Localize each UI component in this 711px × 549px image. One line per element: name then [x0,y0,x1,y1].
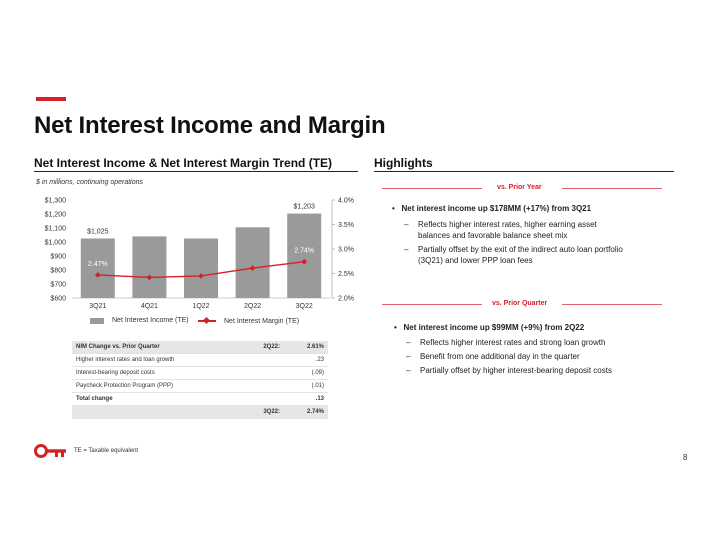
y-left-tick-label: $1,300 [44,197,66,205]
table-header-row [72,341,328,354]
prior-year-line-left [382,188,482,189]
table-row-label: Higher interest rates and loan growth [72,354,236,367]
legend-line-swatch [198,317,216,325]
table-row-value: (.01) [284,380,328,393]
chart-section-heading: Net Interest Income & Net Interest Margin Trend (TE) [34,156,333,170]
page-title: Net Interest Income and Margin [34,112,386,139]
y-left-tick-label: $900 [50,253,66,261]
legend-line-item [198,317,299,325]
bar [81,239,115,299]
x-tick-label: 3Q21 [89,303,107,310]
page-number: 8 [683,453,688,462]
y-right-tick-label: 3.0% [338,246,354,254]
table-row-label: Paycheck Protection Program (PPP) [72,380,236,393]
line-data-label: 2.74% [294,247,315,255]
bar-data-label: $1,025 [87,228,109,236]
nim-change-table [72,341,328,419]
list-item: – Reflects higher interest rates and strong loan growth [406,337,674,348]
list-item: – Partially offset by the exit of the indirect auto loan portfolio (3Q21) and lower PPP loan fees [404,244,626,266]
y-left-tick-label: $700 [50,281,66,289]
legend-bar-label: Net Interest Income (TE) [112,317,189,324]
table-row [72,367,328,380]
table-header-value: 2.61% [284,341,328,354]
bar [184,239,218,299]
list-item: – Benefit from one additional day in the quarter [406,351,674,362]
line-data-label: 2.47% [87,260,108,268]
prior-quarter-line-right [562,304,662,305]
highlights-heading: Highlights [374,156,433,170]
y-left-tick-label: $800 [50,267,66,275]
table-header-period: 2Q22: [236,341,284,354]
table-total-value: .13 [284,393,328,406]
bar [287,214,321,298]
y-right-tick-label: 2.5% [338,271,354,278]
units-note: $ in millions, continuing operations [36,179,144,186]
list-item: – Reflects higher interest rates, higher earning asset balances and favorable balance sheet mix [404,219,626,241]
y-right-tick-label: 4.0% [338,197,354,205]
table-row-value: (.09) [284,367,328,380]
table-footer-value: 2.74% [284,406,328,419]
prior-year-bullet: • Net interest income up $178MM (+17%) from 3Q21 [392,204,592,213]
footnote: TE = Taxable equivalent [74,448,139,454]
prior-quarter-bullet: • Net interest income up $99MM (+9%) from 2Q22 [394,323,585,332]
y-right-tick-label: 3.5% [338,222,354,229]
prior-year-subheading: vs. Prior Year [497,184,542,191]
prior-year-block [392,203,672,266]
table-total-row [72,393,328,406]
y-left-tick-label: $1,100 [44,225,66,233]
highlights-rule [374,171,674,172]
bar [236,227,270,298]
legend-line-label: Net Interest Margin (TE) [224,317,300,325]
table-total-label: Total change [72,393,236,406]
prior-quarter-block [394,322,674,376]
prior-quarter-line-left [382,304,482,305]
bar [132,236,166,298]
table-row [72,380,328,393]
x-tick-label: 3Q22 [295,303,313,310]
bar-data-label: $1,203 [293,203,315,211]
legend-bar-swatch [90,318,104,324]
table-row-label: Interest-bearing deposit costs [72,367,236,380]
x-tick-label: 1Q22 [192,303,210,310]
prior-quarter-subheading: vs. Prior Quarter [492,300,548,307]
y-left-tick-label: $1,200 [44,211,66,219]
x-tick-label: 4Q21 [140,303,158,310]
table-footer-period: 3Q22: [236,406,284,419]
legend-bar-item [90,317,189,324]
y-right-tick-label: 2.0% [338,295,354,303]
list-item: – Partially offset by higher interest-bearing deposit costs [406,365,674,376]
x-tick-label: 2Q22 [244,303,262,310]
table-row-value: .23 [284,354,328,367]
table-footer-row [72,406,328,419]
table-header-label: NIM Change vs. Prior Quarter [72,341,236,354]
prior-year-line-right [562,188,662,189]
y-left-tick-label: $600 [50,295,66,303]
y-left-tick-label: $1,000 [44,239,66,247]
table-row [72,354,328,367]
key-icon [34,443,68,459]
